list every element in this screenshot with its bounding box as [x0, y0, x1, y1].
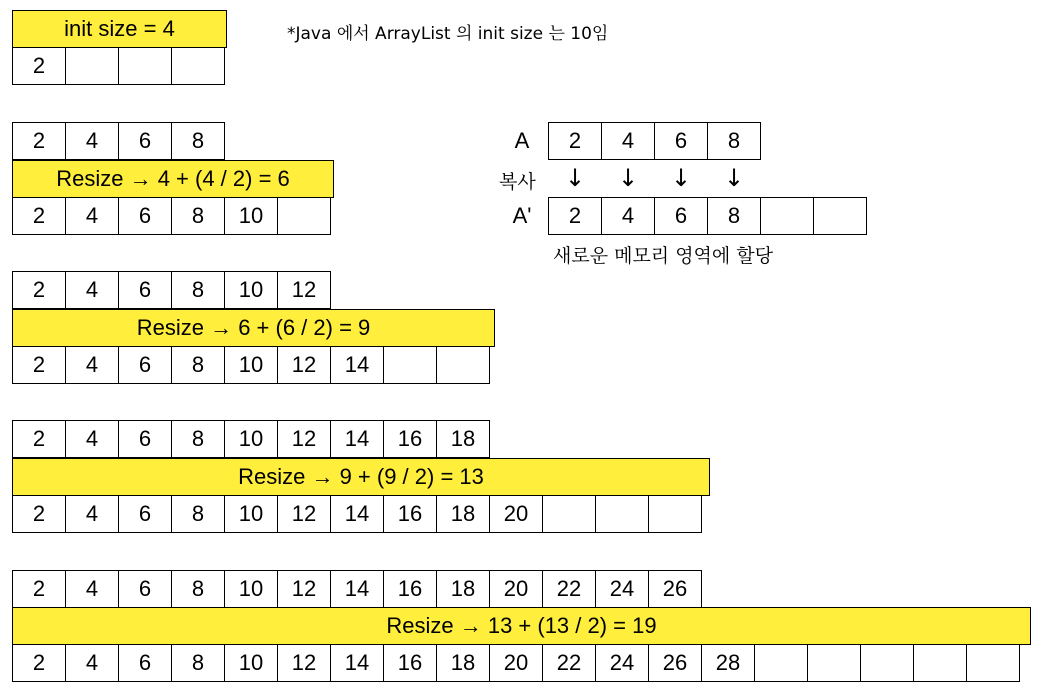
stage4-after-array [12, 644, 1019, 682]
array-cell: 8 [171, 495, 225, 533]
array-cell [760, 197, 814, 235]
array-cell: 14 [330, 495, 384, 533]
array-cell: 4 [65, 271, 119, 309]
array-cell: 12 [277, 495, 331, 533]
array-cell: 8 [171, 122, 225, 160]
array-cell [171, 47, 225, 85]
array-cell: 2 [548, 197, 602, 235]
array-cell: 2 [12, 271, 66, 309]
array-cell: 2 [12, 122, 66, 160]
array-cell: 14 [330, 346, 384, 384]
stage2-before-array [12, 271, 330, 309]
array-cell: 24 [595, 570, 649, 608]
array-cell: 12 [277, 570, 331, 608]
array-a [548, 122, 760, 160]
array-cell: 18 [436, 495, 490, 533]
array-cell: 8 [171, 271, 225, 309]
array-cell [542, 495, 596, 533]
stage2-resize-header: Resize → 6 + (6 / 2) = 9 [12, 309, 495, 347]
stage3-after-array [12, 495, 701, 533]
array-cell: 4 [65, 644, 119, 682]
array-cell: 6 [654, 197, 708, 235]
array-cell: 10 [224, 346, 278, 384]
array-cell [754, 644, 808, 682]
array-cell [595, 495, 649, 533]
array-cell: 6 [654, 122, 708, 160]
array-cell: 20 [489, 644, 543, 682]
stage1-after-array [12, 197, 330, 235]
array-cell: 16 [383, 420, 437, 458]
array-cell: 20 [489, 495, 543, 533]
array-cell: 6 [118, 495, 172, 533]
array-cell [913, 644, 967, 682]
array-cell [813, 197, 867, 235]
array-cell: 10 [224, 420, 278, 458]
array-cell [118, 47, 172, 85]
down-arrow-icon: ↓ [670, 164, 692, 192]
array-cell: 18 [436, 644, 490, 682]
array-cell: 26 [648, 644, 702, 682]
array-cell: 12 [277, 346, 331, 384]
array-cell [807, 644, 861, 682]
array-cell: 26 [648, 570, 702, 608]
array-cell [436, 346, 490, 384]
array-a-prime-label: A' [512, 203, 532, 228]
array-cell: 14 [330, 644, 384, 682]
array-cell: 4 [601, 197, 655, 235]
array-cell: 18 [436, 420, 490, 458]
array-cell: 8 [171, 644, 225, 682]
init-size-header: init size = 4 [12, 10, 227, 48]
stage4-before-array [12, 570, 701, 608]
array-cell: 4 [65, 346, 119, 384]
array-cell: 4 [65, 197, 119, 235]
array-cell [966, 644, 1020, 682]
array-cell: 6 [118, 644, 172, 682]
array-cell: 22 [542, 644, 596, 682]
array-cell: 24 [595, 644, 649, 682]
array-cell: 6 [118, 271, 172, 309]
stage4-resize-header: Resize → 13 + (13 / 2) = 19 [12, 607, 1031, 645]
array-cell: 22 [542, 570, 596, 608]
array-cell: 8 [707, 197, 761, 235]
down-arrow-icon: ↓ [723, 164, 745, 192]
stage1-resize-header: Resize → 4 + (4 / 2) = 6 [12, 160, 334, 198]
array-cell: 18 [436, 570, 490, 608]
array-cell: 2 [12, 420, 66, 458]
new-memory-caption: 새로운 메모리 영역에 할당 [553, 245, 774, 267]
array-cell: 10 [224, 495, 278, 533]
array-cell: 12 [277, 644, 331, 682]
array-cell: 2 [12, 570, 66, 608]
array-cell: 6 [118, 197, 172, 235]
array-cell: 6 [118, 420, 172, 458]
stage2-after-array [12, 346, 489, 384]
array-cell: 4 [65, 122, 119, 160]
array-cell: 2 [12, 644, 66, 682]
down-arrow-icon: ↓ [617, 164, 639, 192]
array-cell [860, 644, 914, 682]
init-array [12, 47, 224, 85]
array-cell: 28 [701, 644, 755, 682]
array-cell: 10 [224, 271, 278, 309]
array-cell: 14 [330, 570, 384, 608]
array-cell: 10 [224, 570, 278, 608]
array-cell: 20 [489, 570, 543, 608]
array-cell: 6 [118, 570, 172, 608]
array-cell: 8 [171, 346, 225, 384]
stage3-before-array [12, 420, 489, 458]
array-cell: 12 [277, 271, 331, 309]
array-cell [648, 495, 702, 533]
stage1-before-array [12, 122, 224, 160]
array-cell: 14 [330, 420, 384, 458]
array-cell: 8 [171, 420, 225, 458]
array-cell: 2 [548, 122, 602, 160]
array-cell: 8 [171, 570, 225, 608]
array-cell: 16 [383, 644, 437, 682]
array-cell: 6 [118, 122, 172, 160]
array-cell: 4 [65, 495, 119, 533]
array-cell: 16 [383, 495, 437, 533]
array-cell: 12 [277, 420, 331, 458]
down-arrow-icon: ↓ [564, 164, 586, 192]
array-cell [383, 346, 437, 384]
array-cell: 10 [224, 644, 278, 682]
stage3-resize-header: Resize → 9 + (9 / 2) = 13 [12, 458, 710, 496]
array-cell: 16 [383, 570, 437, 608]
copy-label: 복사 [499, 171, 536, 193]
array-cell: 2 [12, 346, 66, 384]
array-cell [65, 47, 119, 85]
array-cell: 10 [224, 197, 278, 235]
array-cell: 4 [65, 570, 119, 608]
array-cell: 6 [118, 346, 172, 384]
array-cell [277, 197, 331, 235]
array-cell: 2 [12, 47, 66, 85]
array-cell: 4 [601, 122, 655, 160]
array-cell: 2 [12, 197, 66, 235]
array-cell: 8 [707, 122, 761, 160]
array-cell: 4 [65, 420, 119, 458]
array-a-label: A [514, 128, 530, 153]
array-a-prime [548, 197, 866, 235]
java-note: *Java 에서 ArrayList 의 init size 는 10임 [287, 24, 609, 44]
array-cell: 8 [171, 197, 225, 235]
array-cell: 2 [12, 495, 66, 533]
